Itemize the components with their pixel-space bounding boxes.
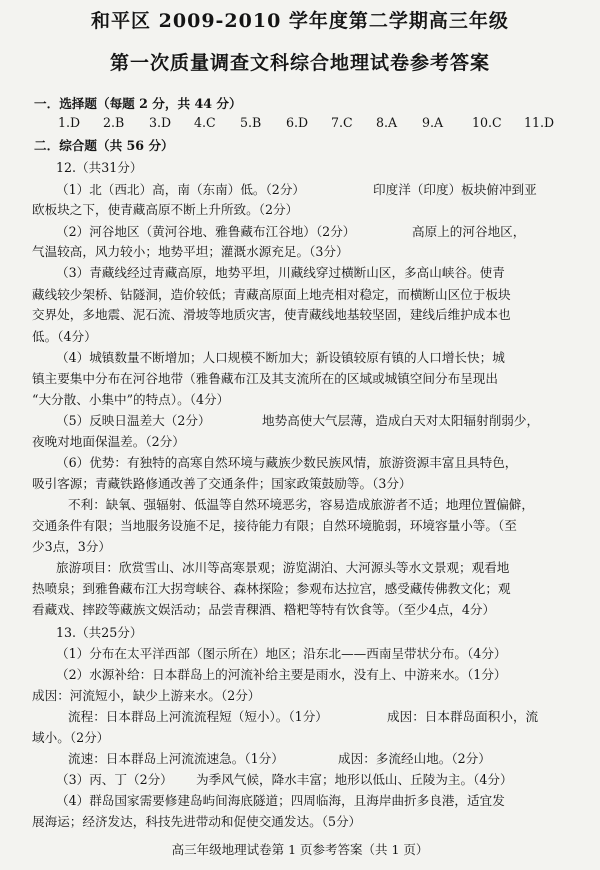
section1-heading: 一．选择题（每题 2 分，共 44 分） bbox=[34, 96, 242, 111]
q13-line: 成因：日本群岛面积小，流 bbox=[387, 709, 539, 724]
document-title-line1: 和平区 2009-2010 学年度第二学期高三年级 bbox=[91, 10, 509, 32]
q12-line: 低。（4分） bbox=[32, 329, 97, 344]
mc-answer-2: 2.B bbox=[103, 115, 125, 130]
q13-line: 域小。（2分） bbox=[32, 730, 110, 745]
page-footer: 高三年级地理试卷第 1 页参考答案（共 1 页） bbox=[171, 842, 429, 857]
q12-line: 交通条件有限；当地服务设施不足，接待能力有限；自然环境脆弱，环境容量小等。（至 bbox=[32, 518, 517, 533]
mc-answer-11: 11.D bbox=[524, 115, 555, 130]
q13-line: 成因：多流经山地。（2分） bbox=[338, 751, 491, 766]
q12-part4: （4）城镇数量不断增加；人口规模不断加大；新设镇较原有镇的人口增长快；城 bbox=[56, 350, 505, 365]
mc-answer-1: 1.D bbox=[58, 115, 81, 130]
q13-part4: （4）群岛国家需要修建岛屿间海底隧道；四周临海，且海岸曲折多良港，适宜发 bbox=[56, 793, 505, 808]
q12-tourism-items: 旅游项目：欣赏雪山、冰川等高寒景观；游览湖泊、大河源头等水文景观；观看地 bbox=[56, 560, 510, 575]
mc-answer-3: 3.D bbox=[149, 115, 172, 130]
q13-line: 流速：日本群岛上河流流速急。（1分） bbox=[68, 751, 284, 766]
q12-line: 看藏戏、摔跤等藏族文娱活动；品尝青稞酒、糌粑等特有饮食等。（至少4点，4分） bbox=[32, 602, 496, 617]
q12-part1-a: （1）北（西北）高，南（东南）低。（2分） bbox=[56, 182, 306, 197]
q12-line: “大分散、小集中”的特点）。（4分） bbox=[32, 392, 230, 407]
q12-part5-a: （5）反映日温差大（2分） bbox=[56, 413, 211, 428]
q12-part6: （6）优势：有独特的高寒自然环境与藏族少数民族风情，旅游资源丰富且具特色， bbox=[56, 455, 518, 470]
q13-header: 13.（共25分） bbox=[56, 625, 143, 640]
mc-answers-row bbox=[58, 115, 555, 131]
mc-answer-7: 7.C bbox=[331, 115, 353, 130]
q12-line: 不利：缺氧、强辐射、低温等自然环境恶劣，容易造成旅游者不适；地理位置偏僻， bbox=[68, 497, 534, 512]
q13-part1: （1）分布在太平洋西部（图示所在）地区；沿东北——西南呈带状分布。（4分） bbox=[56, 646, 507, 661]
q12-line: 吸引客源；青藏铁路修通改善了交通条件；国家政策鼓励等。（3分） bbox=[32, 476, 412, 491]
mc-answer-5: 5.B bbox=[240, 115, 262, 130]
q12-part1-b: 印度洋（印度）板块俯冲到亚 bbox=[373, 182, 537, 197]
mc-answer-8: 8.A bbox=[376, 115, 398, 130]
q12-part2-a: （2）河谷地区（黄河谷地、雅鲁藏布江谷地）（2分） bbox=[56, 224, 356, 239]
section2-heading: 二．综合题（共 56 分） bbox=[34, 138, 174, 153]
q12-line: 镇主要集中分布在河谷地带（雅鲁藏布江及其支流所在的区域或城镇空间分布呈现出 bbox=[32, 371, 498, 386]
q12-line: 气温较高，风力较小；地势平坦；灌溉水源充足。（3分） bbox=[32, 244, 349, 259]
q12-part3: （3）青藏线经过青藏高原，地势平坦，川藏线穿过横断山区，多高山峡谷。使青 bbox=[56, 265, 505, 280]
mc-answer-6: 6.D bbox=[286, 115, 309, 130]
q13-line: 成因：河流短小，缺少上游来水。（2分） bbox=[32, 688, 261, 703]
q12-line: 藏线较少架桥、钻隧洞，造价较低；青藏高原面上地壳相对稳定，而横断山区位于板块 bbox=[32, 287, 511, 302]
q13-part3-a: （3）丙、丁（2分） bbox=[56, 772, 173, 787]
q12-part2-b: 高原上的河谷地区， bbox=[412, 224, 526, 239]
q13-line: 展海运；经济发达，科技先进带动和促使交通发达。（5分） bbox=[32, 814, 362, 829]
q13-line: 流程：日本群岛上河流流程短（短小）。（1分） bbox=[68, 709, 328, 724]
q12-line: 欧板块之下，使青藏高原不断上升所致。（2分） bbox=[32, 202, 299, 217]
q12-header: 12.（共31分） bbox=[56, 160, 143, 175]
q12-part5-b: 地势高使大气层薄，造成白天对太阳辐射削弱少， bbox=[262, 413, 540, 428]
document-title-line2: 第一次质量调查文科综合地理试卷参考答案 bbox=[109, 52, 490, 74]
q13-part3-b: 为季风气候，降水丰富；地形以低山、丘陵为主。（4分） bbox=[196, 772, 513, 787]
q12-line: 热喷泉；到雅鲁藏布江大拐弯峡谷、森林探险；参观布达拉宫，感受藏传佛教文化；观 bbox=[32, 581, 511, 596]
mc-answer-9: 9.A bbox=[422, 115, 444, 130]
q12-line: 交界处，多地震、泥石流、滑坡等地质灾害，使青藏线地基较坚固，建线后维护成本也 bbox=[32, 307, 511, 322]
mc-answer-4: 4.C bbox=[194, 115, 216, 130]
mc-answer-10: 10.C bbox=[472, 115, 502, 130]
q13-part2: （2）水源补给：日本群岛上的河流补给主要是雨水，没有上、中游来水。（1分） bbox=[56, 667, 507, 682]
q12-line: 夜晚对地面保温差。（2分） bbox=[32, 434, 185, 449]
q12-line: 少3点，3分） bbox=[32, 539, 111, 554]
